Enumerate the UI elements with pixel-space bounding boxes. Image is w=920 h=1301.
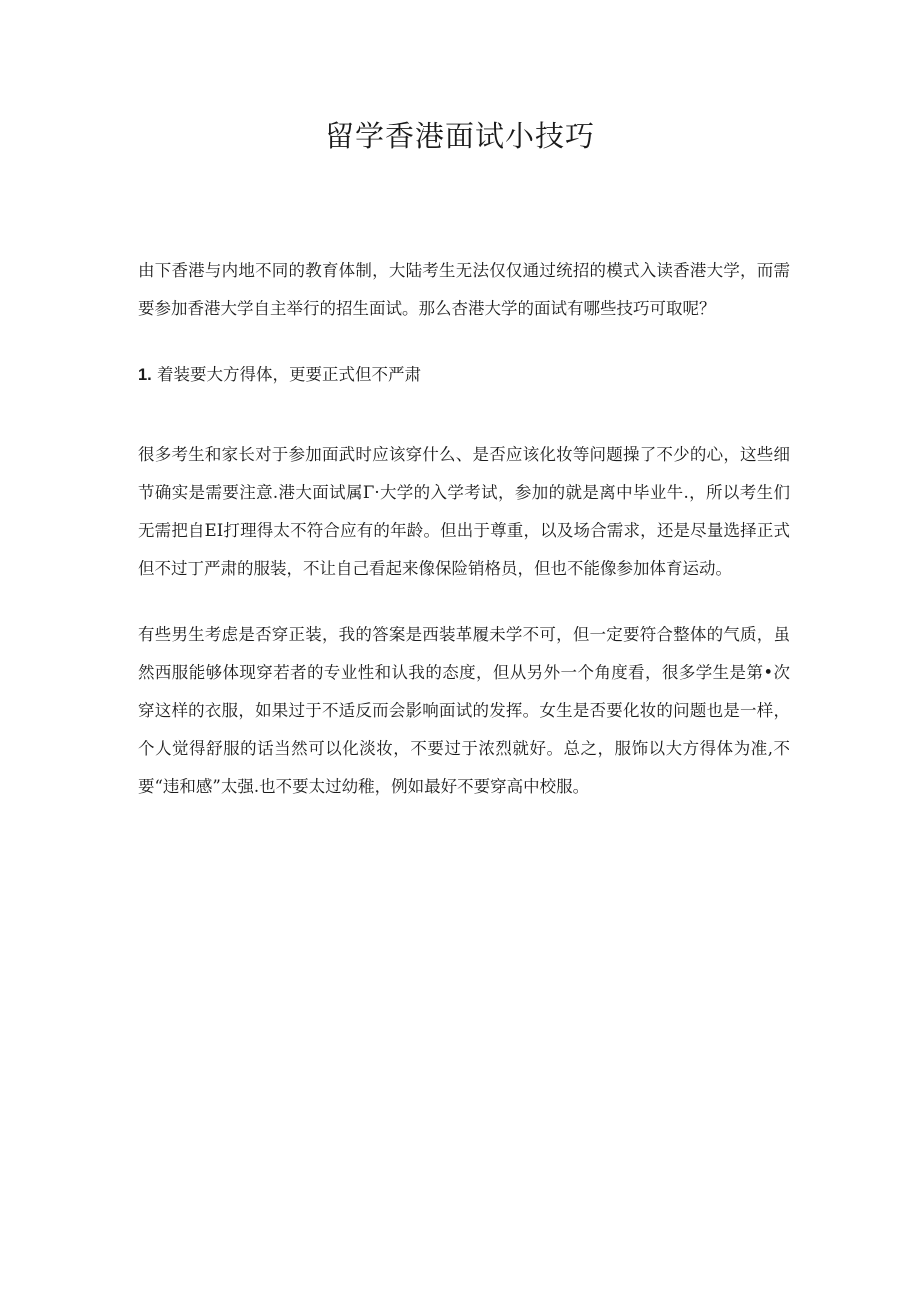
section-heading xyxy=(138,356,790,394)
section-number: 1. xyxy=(138,366,152,384)
section-heading-text: 着装要大方得体，更要正式但不严肃 xyxy=(151,365,422,384)
body-paragraph-2: 有些男生考虑是否穿正装，我的答案是西装革履未学不可，但一定要符合整体的气质，虽然西服能够体现穿若者的专业性和认我的态度，但从另外一个角度看，很多学生是第•次穿这样的衣服，如果过于不适反而会影响面试的发挥。女生是否要化妆的问题也是一样，个人觉得舒服的话当然可以化淡妆，不要过于浓烈就好。总之，服饰以大方得体为准,不要“违和感”太强.也不要太过幼稚，例如最好不要穿高中校服。 xyxy=(138,625,790,796)
body-paragraph-1: 很多考生和家长对于参加面武时应该穿什么、是否应该化妆等问题操了不少的心，这些细节确实是需要注意.港大面试属Γ·大学的入学考试，参加的就是离中毕业牛.，所以考生们无需把自EI打理得太不符合应有的年龄。但出于尊重，以及场合需求，还是尽量选择正式但不过丁严肃的服装，不让自己看起来像保险销格员，但也不能像参加体育运动。 xyxy=(138,445,790,578)
page-title: 留学香港面试小技巧 xyxy=(324,119,595,153)
intro-paragraph: 由下香港与内地不同的教育体制，大陆考生无法仅仅通过统招的模式入读香港大学，而需要参加香港大学自主举行的招生面试。那么杏港大学的面试有哪些技巧可取呢？ xyxy=(138,261,790,318)
document-body xyxy=(138,252,790,806)
